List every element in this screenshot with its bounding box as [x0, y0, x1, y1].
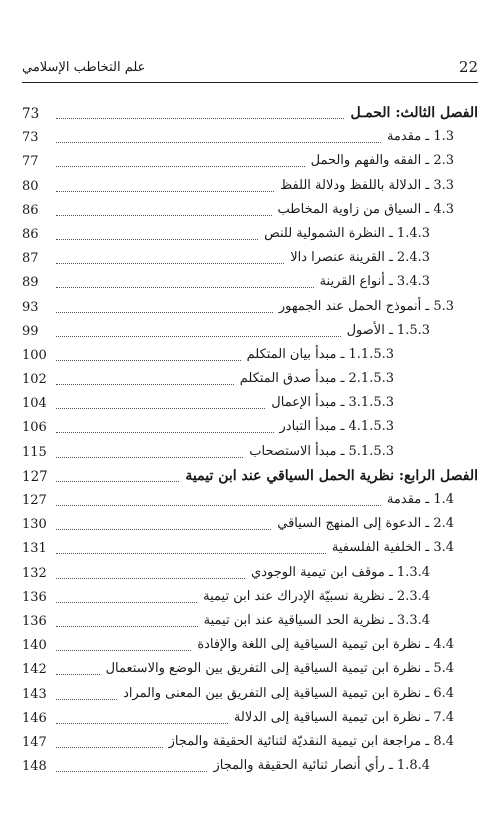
toc-entry	[22, 659, 478, 683]
toc-entry-title: 1.3 ـ مقدمة	[383, 129, 454, 144]
dot-leader	[56, 360, 241, 361]
toc-entry	[22, 297, 478, 321]
toc-entry	[22, 176, 478, 200]
toc-page-number: 80	[22, 178, 39, 194]
dot-leader	[56, 771, 207, 772]
toc-entry	[22, 393, 478, 417]
toc-entry	[22, 563, 478, 587]
toc-entry-title: 6.4 ـ نظرة ابن تيمية السياقية إلى التفريق بين المعنى والمراد	[119, 686, 454, 701]
toc-page-number: 93	[22, 299, 39, 315]
dot-leader	[56, 432, 274, 433]
toc-entry-title: 1.4 ـ مقدمة	[383, 492, 454, 507]
toc-page-number: 86	[22, 226, 39, 242]
dot-leader	[56, 553, 326, 554]
toc-page-number: 131	[22, 541, 47, 557]
toc-entry	[22, 200, 478, 224]
toc-page-number: 99	[22, 323, 39, 339]
toc-entry	[22, 587, 478, 611]
toc-entry-title: 3.1.5.3 ـ مبدأ الإعمال	[267, 395, 394, 410]
dot-leader	[56, 626, 198, 627]
toc-entry-title: 4.1.5.3 ـ مبدأ التبادر	[276, 419, 394, 434]
toc-page-number: 127	[22, 468, 48, 485]
toc-entry	[22, 490, 478, 514]
toc-entry-title: الفصل الثالث: الحمـل	[346, 105, 478, 121]
dot-leader	[56, 336, 341, 337]
toc-chapter-entry	[22, 103, 478, 127]
dot-leader	[56, 481, 179, 482]
toc-page-number: 89	[22, 275, 39, 291]
dot-leader	[56, 142, 381, 143]
toc-entry-title: 4.4 ـ نظرة ابن تيمية السياقية إلى اللغة والإفادة	[193, 637, 454, 652]
dot-leader	[56, 239, 258, 240]
toc-entry	[22, 684, 478, 708]
toc-entry	[22, 514, 478, 538]
toc-entry	[22, 224, 478, 248]
toc-entry-title: 4.3 ـ السياق من زاوية المخاطب	[274, 202, 454, 217]
dot-leader	[56, 578, 245, 579]
toc-entry	[22, 151, 478, 175]
dot-leader	[56, 384, 234, 385]
toc-entry	[22, 756, 478, 780]
dot-leader	[56, 118, 344, 119]
toc-entry-title: 2.1.5.3 ـ مبدأ صدق المتكلم	[236, 371, 394, 386]
toc-page-number: 143	[22, 686, 47, 702]
dot-leader	[56, 408, 265, 409]
toc-entry	[22, 611, 478, 635]
toc-page-number: 136	[22, 613, 47, 629]
page-number: 22	[458, 58, 478, 76]
toc-page-number: 87	[22, 251, 39, 267]
dot-leader	[56, 215, 272, 216]
toc-entry	[22, 369, 478, 393]
toc-entry-title: 3.3.4 ـ نظرية الحد السياقية عند ابن تيمية	[200, 613, 430, 628]
toc-entry-title: 1.5.3 ـ الأصول	[343, 323, 430, 338]
dot-leader	[56, 602, 197, 603]
toc-entry-title: 2.3.4 ـ نظرية نسبيّة الإدراك عند ابن تيمية	[199, 589, 430, 604]
toc-page-number: 86	[22, 202, 39, 218]
toc-entry	[22, 442, 478, 466]
toc-page-number: 142	[22, 662, 47, 678]
toc-entry	[22, 321, 478, 345]
toc-entry-title: 3.4.3 ـ أنواع القرينة	[316, 274, 430, 289]
toc-page-number: 106	[22, 420, 47, 436]
dot-leader	[56, 166, 305, 167]
toc-entry	[22, 248, 478, 272]
toc-page-number: 73	[22, 106, 40, 122]
toc-page-number: 132	[22, 565, 47, 581]
toc-entry-title: 3.4 ـ الخلفية الفلسفية	[328, 540, 454, 555]
toc-entry-title: 1.4.3 ـ النظرة الشمولية للنص	[260, 226, 430, 241]
toc-page-number: 146	[22, 710, 47, 726]
dot-leader	[56, 457, 243, 458]
toc-page-number: 115	[22, 444, 47, 460]
dot-leader	[56, 263, 284, 264]
toc-entry-title: 1.3.4 ـ موقف ابن تيمية الوجودي	[247, 565, 430, 580]
toc-entry-title: الفصل الرابع: نظرية الحمل السياقي عند ابن تيمية	[181, 468, 478, 484]
toc-entry	[22, 127, 478, 151]
toc-entry-title: 1.8.4 ـ رأي أنصار ثنائية الحقيقة والمجاز	[209, 758, 430, 773]
dot-leader	[56, 191, 274, 192]
header-rule	[22, 82, 478, 83]
toc-entry-title: 7.4 ـ نظرة ابن تيمية السياقية إلى الدلالة	[230, 710, 454, 725]
toc-entry-title: 5.1.5.3 ـ مبدأ الاستصحاب	[245, 444, 394, 459]
toc-page-number: 148	[22, 759, 47, 775]
dot-leader	[56, 747, 163, 748]
toc-entry-title: 8.4 ـ مراجعة ابن تيمية النقديّة لثنائية الحقيقة والمجاز	[165, 734, 454, 749]
toc-page-number: 140	[22, 638, 47, 654]
toc-page-number: 127	[22, 493, 47, 508]
toc-page-number: 104	[22, 396, 47, 412]
toc-entry-title: 2.4.3 ـ القرينة عنصرا دالا	[286, 250, 430, 265]
dot-leader	[56, 529, 271, 530]
dot-leader	[56, 505, 381, 506]
page-header	[22, 58, 478, 80]
toc-page-number: 130	[22, 517, 47, 533]
dot-leader	[56, 650, 191, 651]
toc-page-number: 73	[22, 130, 39, 146]
toc-entry-title: 3.3 ـ الدلالة باللفظ ودلالة اللفظ	[276, 178, 454, 193]
toc-page-number: 147	[22, 734, 47, 750]
toc-entry	[22, 345, 478, 369]
toc-page-number: 100	[22, 347, 47, 363]
dot-leader	[56, 287, 314, 288]
toc-entry	[22, 417, 478, 441]
toc-entry-title: 2.4 ـ الدعوة إلى المنهج السياقي	[273, 516, 454, 531]
dot-leader	[56, 312, 273, 313]
dot-leader	[56, 674, 100, 675]
toc-entry	[22, 635, 478, 659]
table-of-contents	[22, 103, 478, 780]
toc-entry-title: 1.1.5.3 ـ مبدأ بيان المتكلم	[243, 347, 394, 362]
toc-page-number: 77	[22, 154, 39, 170]
toc-entry	[22, 732, 478, 756]
toc-page-number: 102	[22, 372, 47, 388]
toc-page-number: 136	[22, 589, 47, 605]
dot-leader	[56, 723, 228, 724]
toc-entry-title: 2.3 ـ الفقه والفهم والحمل	[307, 153, 454, 168]
toc-entry-title: 5.3 ـ أنموذج الحمل عند الجمهور	[275, 299, 454, 314]
toc-entry	[22, 538, 478, 562]
dot-leader	[56, 699, 117, 700]
toc-entry	[22, 272, 478, 296]
toc-entry	[22, 708, 478, 732]
toc-entry-title: 5.4 ـ نظرة ابن تيمية السياقية إلى التفريق بين الوضع والاستعمال	[102, 661, 454, 676]
running-title: علم التخاطب الإسلامي	[22, 60, 146, 75]
toc-chapter-entry	[22, 466, 478, 490]
